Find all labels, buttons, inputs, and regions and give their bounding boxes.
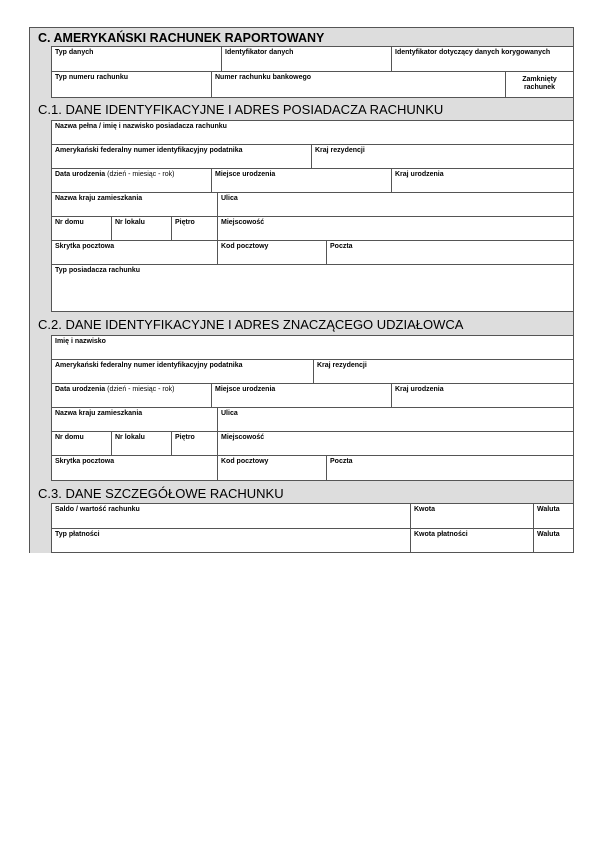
- label-c2-data-text: Data urodzenia: [55, 386, 106, 393]
- field-c2-pietro[interactable]: [171, 431, 218, 456]
- label-c1-skrytka: Skrytka pocztowa: [55, 243, 115, 250]
- field-c1-data-urodzenia[interactable]: [51, 168, 212, 193]
- label-c2-nr-domu: Nr domu: [55, 434, 84, 441]
- label-c1-nazwa-pelna: Nazwa pełna / imię i nazwisko posiadacza rachunku: [55, 123, 227, 130]
- field-c2-federalny-numer[interactable]: [51, 359, 314, 384]
- section-c2-header: [30, 312, 573, 335]
- section-c-title: C. AMERYKAŃSKI RACHUNEK RAPORTOWANY: [38, 31, 325, 45]
- field-c1-nazwa-pelna[interactable]: [51, 120, 574, 145]
- label-c1-kraj-urodzenia: Kraj urodzenia: [395, 171, 444, 178]
- field-c2-skrytka[interactable]: [51, 455, 218, 481]
- label-numer-rachunku: Numer rachunku bankowego: [215, 74, 312, 81]
- field-c2-nr-lokalu[interactable]: [111, 431, 172, 456]
- section-c1-indent: [30, 120, 51, 312]
- label-c1-kraj-rezydencji: Kraj rezydencji: [315, 147, 365, 154]
- field-typ-danych[interactable]: [51, 46, 222, 72]
- label-c2-data-urodzenia: [55, 386, 174, 394]
- field-c2-kod-pocztowy[interactable]: [217, 455, 327, 481]
- field-c2-miejsce-urodzenia[interactable]: [211, 383, 392, 408]
- field-c1-pietro[interactable]: [171, 216, 218, 241]
- field-c3-waluta[interactable]: [533, 503, 574, 529]
- field-c1-nr-lokalu[interactable]: [111, 216, 172, 241]
- form-section-c: [29, 27, 574, 553]
- label-c1-pietro: Piętro: [175, 219, 195, 226]
- label-c1-poczta: Poczta: [330, 243, 353, 250]
- field-c3-saldo[interactable]: [51, 503, 411, 529]
- section-c3-title: C.3. DANE SZCZEGÓŁOWE RACHUNKU: [38, 486, 284, 501]
- label-c2-kraj-rezydencji: Kraj rezydencji: [317, 362, 367, 369]
- section-c1-header: [30, 98, 573, 120]
- label-c2-skrytka: Skrytka pocztowa: [55, 458, 115, 465]
- field-c1-miejsce-urodzenia[interactable]: [211, 168, 392, 193]
- label-c2-federalny-numer: Amerykański federalny numer identyfikacyjny podatnika: [55, 362, 243, 369]
- label-c3-kwota: Kwota: [414, 506, 435, 513]
- label-c2-ulica: Ulica: [221, 410, 238, 417]
- field-c2-ulica[interactable]: [217, 407, 574, 432]
- field-c2-imie-nazwisko[interactable]: [51, 335, 574, 360]
- label-c2-nazwa-kraju: Nazwa kraju zamieszkania: [55, 410, 143, 417]
- label-c2-miejsce-urodzenia: Miejsce urodzenia: [215, 386, 276, 393]
- label-c1-nazwa-kraju: Nazwa kraju zamieszkania: [55, 195, 143, 202]
- field-c1-nr-domu[interactable]: [51, 216, 112, 241]
- field-c2-poczta[interactable]: [326, 455, 574, 481]
- field-c3-waluta2[interactable]: [533, 528, 574, 553]
- section-c2-indent: [30, 335, 51, 481]
- field-c1-skrytka[interactable]: [51, 240, 218, 265]
- label-c1-kod-pocztowy: Kod pocztowy: [221, 243, 269, 250]
- label-zamkniety-line2: rachunek: [523, 84, 556, 91]
- label-c3-saldo: Saldo / wartość rachunku: [55, 506, 140, 513]
- label-c3-typ-platnosci: Typ płatności: [55, 531, 100, 538]
- section-c1-title: C.1. DANE IDENTYFIKACYJNE I ADRES POSIADACZA RACHUNKU: [38, 102, 444, 117]
- field-c2-nr-domu[interactable]: [51, 431, 112, 456]
- field-c2-kraj-rezydencji[interactable]: [313, 359, 574, 384]
- label-c1-typ-posiadacza: Typ posiadacza rachunku: [55, 267, 141, 274]
- field-identyfikator-danych[interactable]: [221, 46, 392, 72]
- field-c2-nazwa-kraju[interactable]: [51, 407, 218, 432]
- field-c3-typ-platnosci[interactable]: [51, 528, 411, 553]
- section-c3-indent: [30, 503, 51, 553]
- label-c1-nr-lokalu: Nr lokalu: [115, 219, 145, 226]
- label-identyfikator-danych: Identyfikator danych: [225, 49, 294, 56]
- label-c2-imie-nazwisko: Imię i nazwisko: [55, 338, 106, 345]
- section-c2-title: C.2. DANE IDENTYFIKACYJNE I ADRES ZNACZĄCEGO UDZIAŁOWCA: [38, 317, 464, 332]
- label-c2-miejscowosc: Miejscowość: [221, 434, 265, 441]
- field-c1-ulica[interactable]: [217, 192, 574, 217]
- label-identyfikator-korygowanych: Identyfikator dotyczący danych korygowanych: [395, 49, 551, 56]
- field-c1-typ-posiadacza[interactable]: [51, 264, 574, 312]
- field-c1-federalny-numer[interactable]: [51, 144, 312, 169]
- label-c1-federalny-numer: Amerykański federalny numer identyfikacyjny podatnika: [55, 147, 243, 154]
- field-c1-miejscowosc[interactable]: [217, 216, 574, 241]
- label-c1-data-urodzenia: [55, 171, 174, 179]
- label-c1-data-format: (dzień - miesiąc - rok): [107, 171, 175, 178]
- field-numer-rachunku[interactable]: [211, 71, 506, 98]
- label-c3-kwota-platnosci: Kwota płatności: [414, 531, 468, 538]
- label-c1-miejsce-urodzenia: Miejsce urodzenia: [215, 171, 276, 178]
- label-c2-pietro: Piętro: [175, 434, 195, 441]
- field-c2-miejscowosc[interactable]: [217, 431, 574, 456]
- field-c1-kraj-urodzenia[interactable]: [391, 168, 574, 193]
- field-c2-data-urodzenia[interactable]: [51, 383, 212, 408]
- label-c2-poczta: Poczta: [330, 458, 353, 465]
- section-c-header: [30, 28, 573, 46]
- label-c1-data-text: Data urodzenia: [55, 171, 106, 178]
- label-c1-nr-domu: Nr domu: [55, 219, 84, 226]
- section-c-indent: [30, 46, 51, 98]
- field-identyfikator-korygowanych[interactable]: [391, 46, 574, 72]
- label-typ-numeru-rachunku: Typ numeru rachunku: [55, 74, 128, 81]
- field-c2-kraj-urodzenia[interactable]: [391, 383, 574, 408]
- field-c3-kwota-platnosci[interactable]: [410, 528, 534, 553]
- label-zamkniety-line1: Zamknięty: [522, 76, 557, 83]
- field-zamkniety-rachunek[interactable]: [505, 71, 574, 98]
- field-typ-numeru-rachunku[interactable]: [51, 71, 212, 98]
- label-c1-ulica: Ulica: [221, 195, 238, 202]
- field-c3-kwota[interactable]: [410, 503, 534, 529]
- label-c2-kraj-urodzenia: Kraj urodzenia: [395, 386, 444, 393]
- label-zamkniety-rachunek: [506, 76, 573, 92]
- label-typ-danych: Typ danych: [55, 49, 94, 56]
- label-c2-kod-pocztowy: Kod pocztowy: [221, 458, 269, 465]
- label-c3-waluta: Waluta: [537, 506, 560, 513]
- label-c3-waluta2: Waluta: [537, 531, 560, 538]
- label-c1-miejscowosc: Miejscowość: [221, 219, 265, 226]
- field-c1-kraj-rezydencji[interactable]: [311, 144, 574, 169]
- section-c3-header: [30, 481, 573, 503]
- field-c1-kod-pocztowy[interactable]: [217, 240, 327, 265]
- label-c2-data-format: (dzień - miesiąc - rok): [107, 386, 175, 393]
- field-c1-nazwa-kraju[interactable]: [51, 192, 218, 217]
- field-c1-poczta[interactable]: [326, 240, 574, 265]
- label-c2-nr-lokalu: Nr lokalu: [115, 434, 145, 441]
